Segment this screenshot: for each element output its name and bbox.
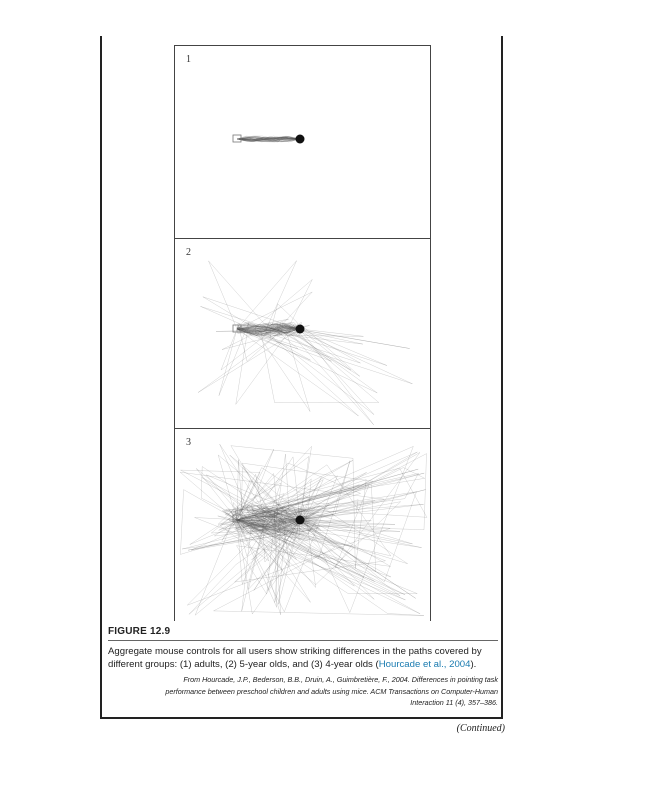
caption-text-end: ). — [470, 659, 477, 670]
page-frame-right — [501, 36, 503, 719]
caption-text: Aggregate mouse controls for all users show striking differences in the paths covered by different groups: (1) adults, (2) 5-year olds, and (3) 4-year olds ( — [108, 646, 482, 670]
source-line: Interaction 11 (4), 357–386. — [410, 698, 498, 707]
mouse-paths-plot-4-year-olds — [175, 429, 432, 622]
figure-panel-4-year-olds — [174, 428, 431, 621]
panel-number: 3 — [186, 437, 191, 448]
panel-number: 1 — [186, 54, 191, 65]
page-frame-bottom — [100, 717, 503, 719]
citation-link[interactable]: Hourcade et al., 2004 — [378, 659, 471, 670]
mouse-paths-plot-adults — [175, 46, 432, 241]
figure-panel-5-year-olds — [174, 238, 431, 430]
end-target-dot — [296, 325, 305, 334]
mouse-paths-plot-5-year-olds — [175, 239, 432, 431]
figure-caption — [108, 645, 498, 671]
source-line: performance between preschool children and adults using mice. ACM Transactions on Computer-Human — [165, 686, 498, 696]
figure-caption-block — [108, 626, 498, 709]
end-target-dot — [296, 135, 305, 144]
page-frame-left — [100, 36, 102, 719]
mouse-path — [237, 329, 359, 416]
figure-label: FIGURE 12.9 — [108, 626, 498, 641]
panel-number: 2 — [186, 247, 191, 258]
mouse-path — [209, 261, 410, 349]
mouse-path — [237, 327, 379, 403]
figure-panel-adults — [174, 45, 431, 240]
figure-source — [108, 674, 498, 709]
continued-label: (Continued) — [456, 723, 505, 734]
mouse-path — [237, 323, 374, 415]
end-target-dot — [296, 516, 305, 525]
source-line: From Hourcade, J.P., Bederson, B.B., Druin, A., Guimbretière, F., 2004. Differences in pointing task — [183, 675, 498, 684]
